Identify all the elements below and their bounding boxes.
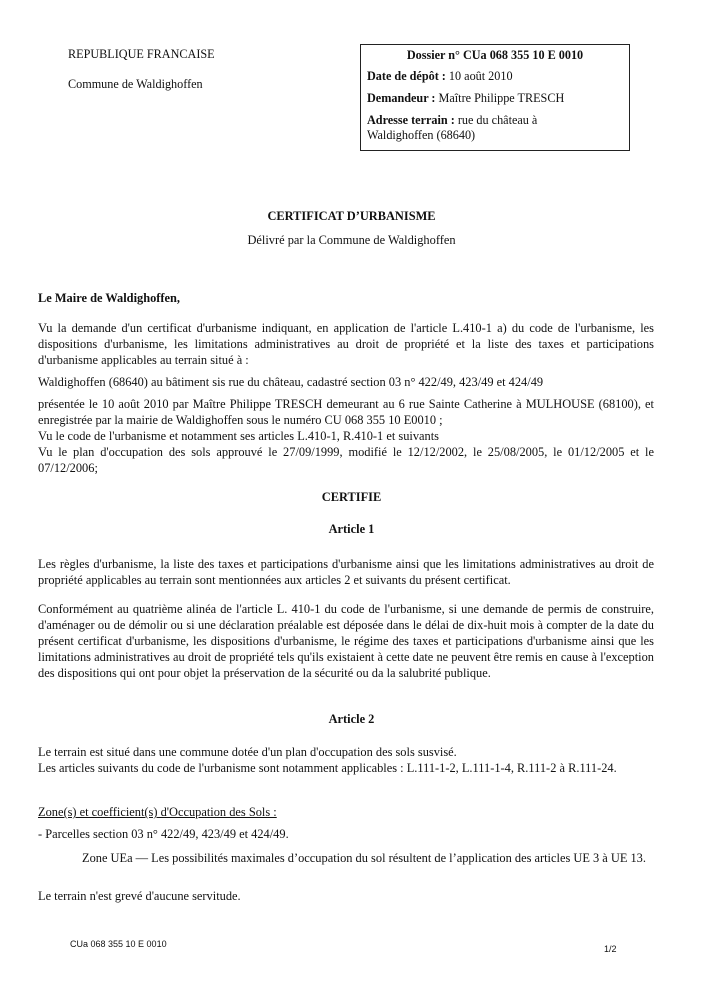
vu-plan: Vu le plan d'occupation des sols approuvé le 27/09/1999, modifié le 12/12/2002, le 25/08/2005, le 01/12/2005 et le 07/12/2006;: [38, 445, 654, 475]
commune-heading: Commune de Waldighoffen: [68, 77, 203, 91]
vu-code: Vu le code de l'urbanisme et notamment ses articles L.410-1, R.410-1 et suivants: [38, 429, 439, 443]
parcelles: - Parcelles section 03 n° 422/49, 423/49 et 424/49.: [38, 827, 289, 841]
zone-description: Zone UEa — Les possibilités maximales d’occupation du sol résultent de l’application des articles UE 3 à UE 13.: [82, 851, 646, 865]
article-1-title: Article 1: [328, 522, 375, 536]
land-address-value-2: Waldighoffen (68640): [367, 128, 476, 142]
vu-presentee: présentée le 10 août 2010 par Maître Philippe TRESCH demeurant au 6 rue Sainte Catherine à MULHOUSE (68100), et enregistrée par la mairie de Waldighoffen sous le numéro CU 068 355 10 E0010 ;: [38, 397, 654, 427]
deposit-date-label: Date de dépôt :: [367, 69, 446, 83]
dossier-box: [360, 44, 630, 151]
footer-reference: CUa 068 355 10 E 0010: [70, 939, 167, 949]
zone-heading-text: Zone(s) et coefficient(s) d'Occupation des Sols :: [38, 805, 277, 819]
servitude: Le terrain n'est grevé d'aucune servitude.: [38, 889, 241, 903]
article-2-title: Article 2: [328, 712, 375, 726]
zone-heading: [38, 804, 654, 820]
article-2-paragraph-2: Les articles suivants du code de l'urbanisme sont notamment applicables : L.111-1-2, L.111-1-4, R.111-2 à R.111-24.: [38, 761, 617, 775]
applicant-value: Maître Philippe TRESCH: [438, 91, 565, 105]
applicant-label: Demandeur :: [367, 91, 436, 105]
mayor-heading: Le Maire de Waldighoffen,: [38, 291, 181, 305]
land-address-label: Adresse terrain :: [367, 113, 455, 127]
deposit-date-value: 10 août 2010: [448, 69, 513, 83]
land-address-value: rue du château à: [457, 113, 538, 127]
certificate-subtitle: Délivré par la Commune de Waldighoffen: [247, 233, 456, 247]
certificate-title: CERTIFICAT D’URBANISME: [267, 209, 436, 223]
article-1-paragraph-1: Les règles d'urbanisme, la liste des taxes et participations d'urbanisme ainsi que les limitations administratives au droit de propriété applicables au terrain sont mentionnées aux articles 2 et suivants du présent certificat.: [38, 557, 654, 587]
vu-lieu: Waldighoffen (68640) au bâtiment sis rue du château, cadastré section 03 n° 422/49, 423/49 et 424/49: [38, 375, 544, 389]
deposit-date: [367, 69, 623, 84]
page-number: 1/2: [604, 944, 617, 954]
republic-heading: REPUBLIQUE FRANCAISE: [68, 47, 215, 61]
vu-demande: Vu la demande d'un certificat d'urbanisme indiquant, en application de l'article L.410-1 a) du code de l'urbanisme, les dispositions d'urbanisme, les limitations administratives au droit de propriété et la liste des taxes et participations d'urbanisme applicables au terrain situé à :: [38, 321, 654, 367]
applicant: [367, 91, 623, 106]
article-2-paragraph-1: Le terrain est situé dans une commune dotée d'un plan d'occupation des sols susvisé.: [38, 745, 457, 759]
certifie-heading: CERTIFIE: [321, 490, 382, 504]
land-address: [367, 113, 623, 143]
dossier-number: Dossier n° CUa 068 355 10 E 0010: [406, 48, 584, 62]
article-1-paragraph-2: Conformément au quatrième alinéa de l'article L. 410-1 du code de l'urbanisme, si une demande de permis de construire, d'aménager ou de démolir ou si une déclaration préalable est déposée dans le délai de dix-huit mois à compter de la date du présent certificat d'urbanisme, les dispositions d'urbanisme, le régime des taxes et participations d'urbanisme ainsi que les limitations administratives au droit de propriété tels qu'ils existaient à cette date ne peuvent être remis en cause à l'exception des dispositions qui ont pour objet la préservation de la sécurité ou da la salubrité publique.: [38, 602, 654, 680]
